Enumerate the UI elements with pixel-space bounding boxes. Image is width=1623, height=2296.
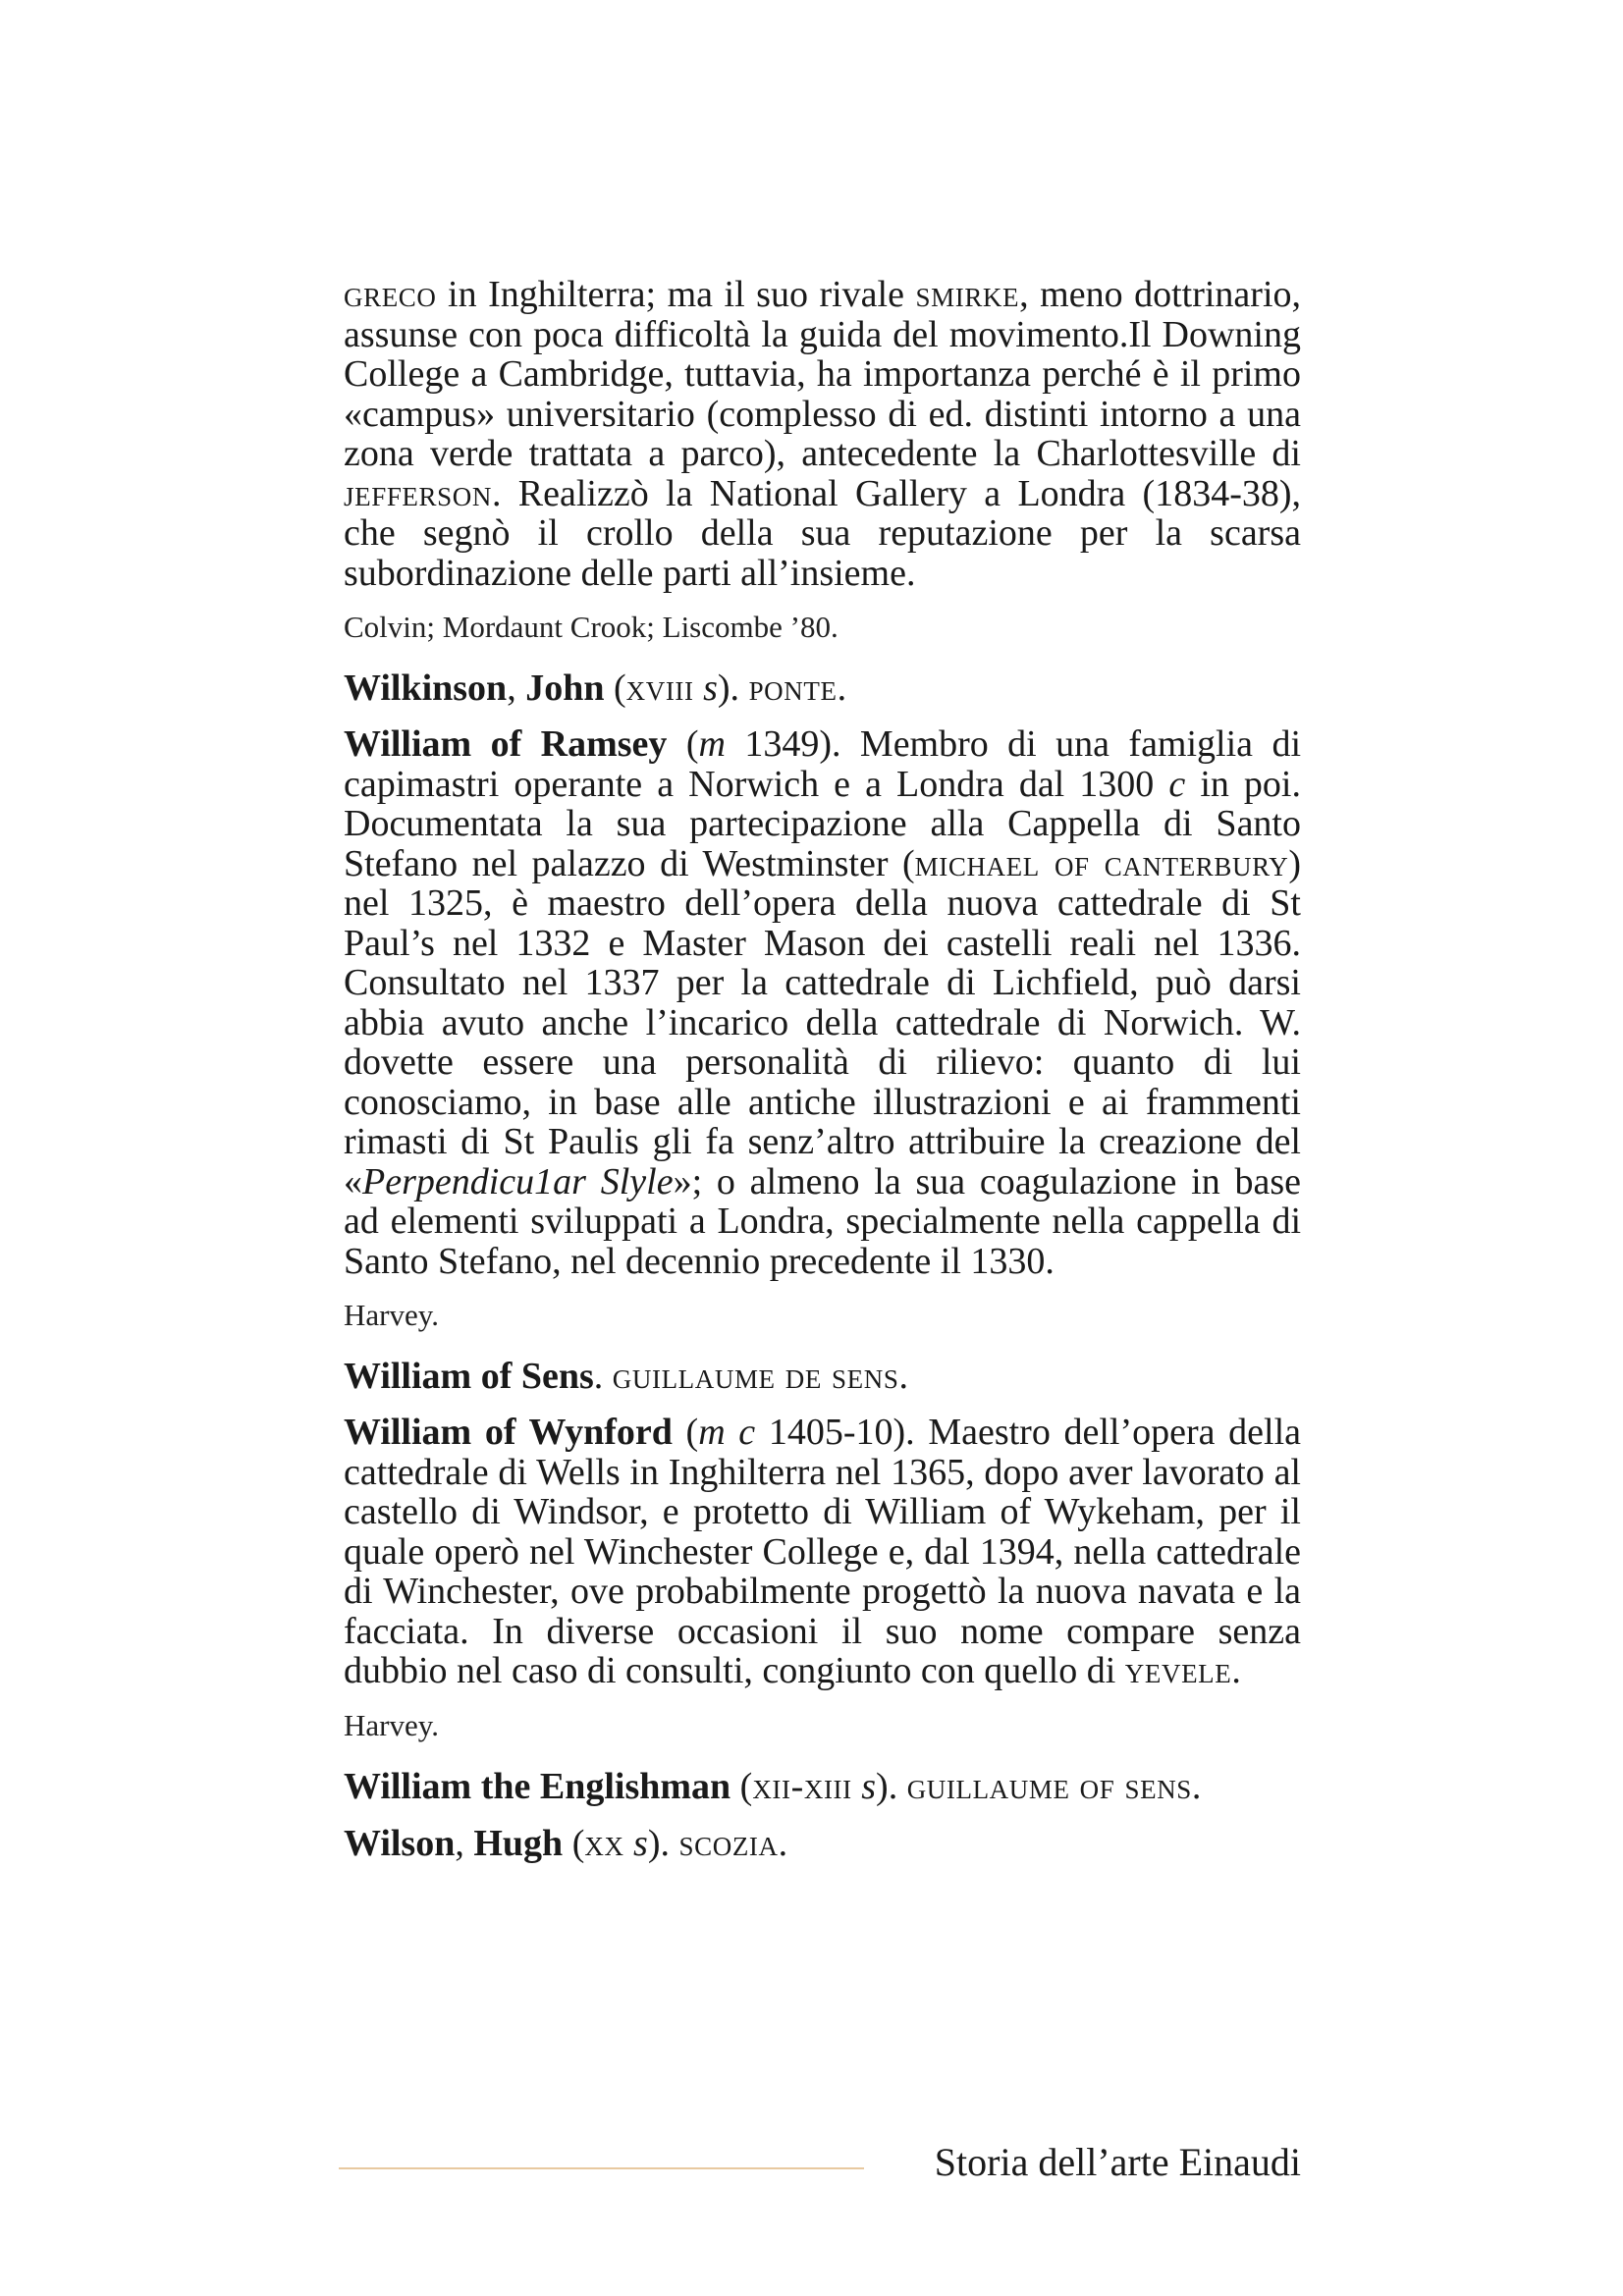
century: xx bbox=[584, 1822, 624, 1864]
cross-ref-jefferson[interactable]: jefferson bbox=[344, 472, 492, 514]
cross-ref-guillaume-of-sens[interactable]: guillaume of sens bbox=[906, 1765, 1192, 1807]
entry-firstname: John bbox=[525, 667, 605, 709]
date: 1349). bbox=[725, 723, 860, 765]
entry-headword: William of Sens bbox=[344, 1356, 594, 1397]
page-footer bbox=[339, 2140, 1301, 2189]
entry-firstname: Hugh bbox=[473, 1822, 564, 1864]
punct: ( bbox=[730, 1765, 753, 1807]
punct: ( bbox=[563, 1822, 585, 1864]
text-run: Maestro dell’opera della cattedrale di Wells in Inghilterra nel 1365, dopo aver lavorato al castello di Windsor, e protetto di William of Wykeham, per il quale operò nel Winchester College e, dal 1394, nella cattedrale di Winchester, ove probabilmente progettò la nuova navata e la facciata. In diverse occasioni il suo nome compare senza dubbio nel caso di consulti, congiunto con quello di bbox=[344, 1412, 1302, 1691]
entry-headword: William of Wynford bbox=[344, 1412, 673, 1453]
punct: , bbox=[455, 1822, 474, 1864]
entry-william-of-sens bbox=[344, 1356, 1301, 1397]
entry-headword: Wilson bbox=[344, 1822, 456, 1864]
entry-william-of-ramsey bbox=[344, 724, 1301, 1281]
punct: ( bbox=[672, 1412, 699, 1453]
dictionary-text bbox=[344, 275, 1301, 1880]
century-abbrev: s bbox=[703, 667, 718, 709]
text-run: »; o almeno la sua coagulazione in base ad elementi sviluppati a Londra, specialmente nella cappella di Santo Stefano, nel decennio precedente il 1330. bbox=[344, 1160, 1301, 1282]
cross-ref-scozia[interactable]: scozia bbox=[678, 1822, 779, 1864]
text-run: . Realizzò la National Gallery a Londra (1834-38), che segnò il crollo della sua reputazione per la scarsa subordinazione delle parti all’insieme. bbox=[344, 472, 1301, 594]
style-term: Perpendicu1ar Slyle bbox=[362, 1160, 674, 1202]
punct: . bbox=[1191, 1765, 1202, 1807]
punct: . bbox=[778, 1822, 788, 1864]
entry-headword: William the Englishman bbox=[344, 1765, 731, 1807]
cross-ref-smirke[interactable]: smirke bbox=[915, 274, 1020, 315]
punct: , bbox=[507, 667, 526, 709]
entry-wilkinson bbox=[344, 667, 1301, 709]
punct: ( bbox=[667, 723, 699, 765]
circa-abbrev: c bbox=[1168, 763, 1186, 805]
century-abbrev: s bbox=[861, 1765, 877, 1807]
punct: ). bbox=[717, 667, 749, 709]
century: xviii bbox=[625, 667, 694, 709]
death-abbrev: m bbox=[698, 723, 726, 765]
text-run: in Inghilterra; ma il suo rivale bbox=[436, 274, 916, 315]
punct: ). bbox=[876, 1765, 907, 1807]
punct bbox=[624, 1823, 634, 1864]
publication-title: Storia dell’arte Einaudi bbox=[934, 2140, 1301, 2184]
punct: . bbox=[1231, 1650, 1241, 1691]
entry-continuation bbox=[344, 275, 1301, 593]
punct: . bbox=[593, 1356, 613, 1397]
punct: ). bbox=[647, 1822, 679, 1864]
entry-william-the-englishman bbox=[344, 1766, 1301, 1807]
entry-wilson bbox=[344, 1823, 1301, 1864]
entry-william-of-wynford bbox=[344, 1413, 1301, 1691]
punct bbox=[694, 667, 704, 709]
bibliography: Harvey. bbox=[344, 1707, 439, 1742]
entry-headword: William of Ramsey bbox=[344, 723, 668, 765]
text-run: in poi. Documentata la sua partecipazione alla Cappella di Santo Stefano nel palazzo di Westminster ( bbox=[344, 763, 1301, 884]
punct bbox=[852, 1766, 862, 1807]
footer-rule bbox=[339, 2167, 864, 2169]
century-abbrev: s bbox=[633, 1822, 648, 1864]
cross-ref-greco[interactable]: greco bbox=[344, 274, 437, 315]
punct: . bbox=[837, 667, 847, 709]
death-abbrev: m c bbox=[698, 1412, 756, 1453]
bibliography: Harvey. bbox=[344, 1298, 439, 1332]
text-run: , meno dottrinario, assunse con poca difficoltà la guida del movimento.Il Downing College a Cambridge, tuttavia, ha importanza perché è il primo «campus» universitario (complesso di ed. distinti intorno a una zona verde trattata a parco), antecedente la Charlottesville di bbox=[344, 274, 1301, 474]
entry-headword: Wilkinson bbox=[344, 667, 508, 709]
cross-ref-michael-of-canterbury[interactable]: michael of canterbury bbox=[914, 842, 1289, 884]
bibliography: Colvin; Mordaunt Crook; Liscombe ’80. bbox=[344, 610, 839, 644]
date: 1405-10). bbox=[755, 1412, 929, 1453]
cross-ref-yevele[interactable]: yevele bbox=[1124, 1650, 1232, 1691]
text-run: ) nel 1325, è maestro dell’opera della nuova cattedrale di St Paul’s nel 1332 e Master Mason dei castelli reali nel 1336. Consultato nel 1337 per la cattedrale di Lichfield, può darsi abbia avuto anche l’incarico della cattedrale di Norwich. W. dovette essere una personalità di rilievo: quanto di lui conosciamo, in base alle antiche illustrazioni e ai frammenti rimasti di St Paulis gli fa senz’altro attribuire la creazione del « bbox=[344, 842, 1301, 1202]
cross-ref-guillaume-de-sens[interactable]: guillaume de sens bbox=[612, 1356, 899, 1397]
text-run: Membro di una famiglia di capimastri operante a Norwich e a Londra dal 1300 bbox=[344, 723, 1301, 805]
punct: ( bbox=[604, 667, 626, 709]
punct: . bbox=[898, 1356, 908, 1397]
cross-ref-ponte[interactable]: ponte bbox=[748, 667, 838, 709]
century: xii-xiii bbox=[752, 1765, 852, 1807]
